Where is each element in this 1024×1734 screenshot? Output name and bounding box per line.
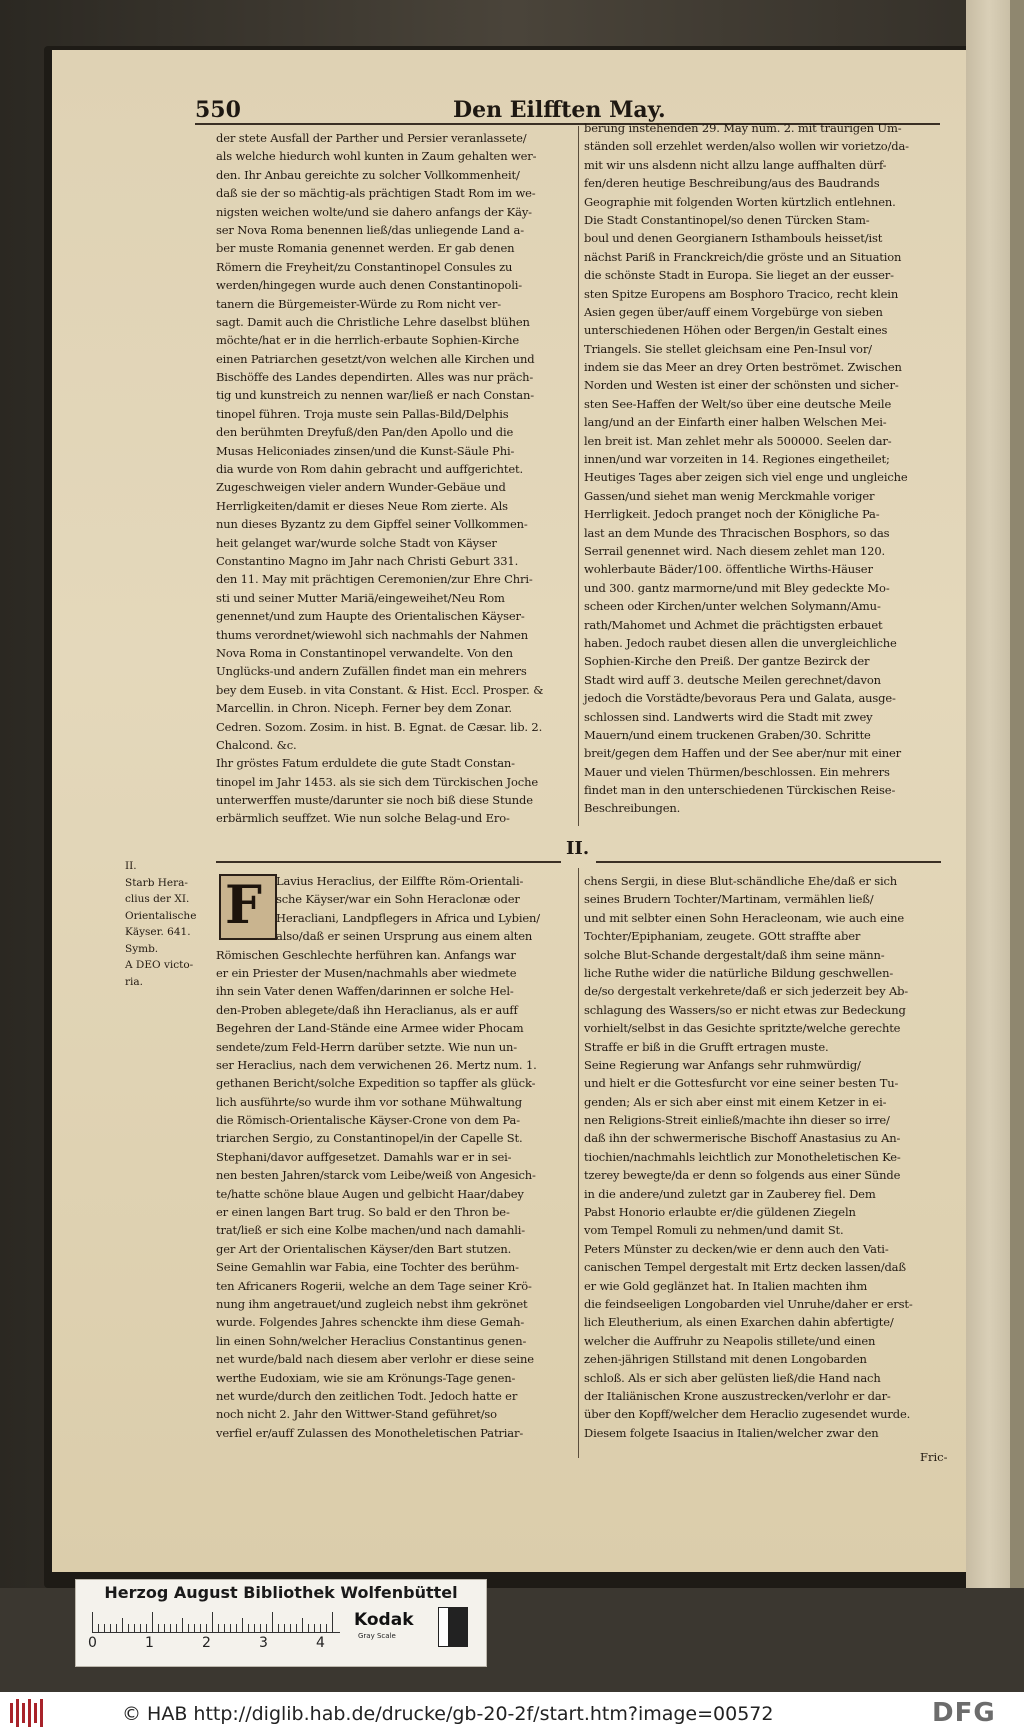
text-line: Geographie mit folgenden Worten kürtzlich entlehnen. (584, 194, 896, 209)
right-column-bottom (584, 872, 944, 1442)
ruler-tick (230, 1624, 231, 1632)
ruler-tick (278, 1624, 279, 1632)
text-line: Stephani/davor auffgesetzet. Damahls war er in sei- (216, 1149, 512, 1164)
text-line: te/hatte schöne blaue Augen und gelbicht Haar/dabey (216, 1186, 524, 1201)
ruler-tick (146, 1624, 147, 1632)
text-line: Asien gegen über/auff einem Vorgebürge von sieben (584, 304, 883, 319)
text-line: Gassen/und siehet man wenig Merckmahle voriger (584, 488, 875, 503)
ruler-tick (158, 1624, 159, 1632)
margin-note-line: A DEO victo- (125, 959, 194, 971)
ruler-tick (140, 1624, 141, 1632)
text-line: daß ihn der schwermerische Bischoff Anastasius zu An- (584, 1131, 901, 1146)
text-line: triarchen Sergio, zu Constantinopel/in der Capelle St. (216, 1131, 523, 1146)
column-divider-top (578, 126, 579, 826)
barcode-logo-icon (8, 1697, 48, 1729)
text-line: vorhielt/selbst in das Gesichte spritzte/welche gerechte (584, 1021, 901, 1036)
ruler-tick (134, 1624, 135, 1632)
text-line: unterschiedenen Höhen oder Bergen/in Gestalt eines (584, 323, 888, 338)
ruler-tick (254, 1624, 255, 1632)
ruler-tick (194, 1624, 195, 1632)
text-line: Stadt wird auff 3. deutsche Meilen gerechnet/davon (584, 672, 881, 687)
text-line: innen/und war vorzeiten in 14. Regiones eingetheilet; (584, 452, 890, 467)
text-line: also/daß er seinen Ursprung aus einem alten (276, 929, 533, 944)
text-line: Nova Roma in Constantinopel verwandelte. Von den (216, 645, 513, 660)
page-header (195, 97, 940, 121)
text-line: den. Ihr Anbau gereichte zu solcher Vollkommenheit/ (216, 167, 520, 182)
margin-note-line: ria. (125, 975, 143, 988)
text-line: Marcellin. in Chron. Niceph. Ferner bey dem Zonar. (216, 701, 512, 716)
text-line: len breit ist. Man zehlet mehr als 500000. Seelen dar- (584, 433, 892, 448)
text-line: sten See-Haffen der Welt/so über eine deutsche Meile (584, 396, 892, 411)
text-line: ber muste Romania genennet werden. Er gab denen (216, 241, 515, 256)
text-line: Begehren der Land-Stände eine Armee wider Phocam (216, 1021, 524, 1036)
ruler-tick (272, 1612, 273, 1632)
ruler-tick (320, 1624, 321, 1632)
ruler-tick (188, 1624, 189, 1632)
ruler-tick (200, 1624, 201, 1632)
text-line: Peters Münster zu decken/wie er denn auch den Vati- (584, 1241, 889, 1256)
color-scale-card (75, 1579, 487, 1667)
text-line: die feindseeligen Longobarden viel Unruhe/daher er erst- (584, 1296, 913, 1311)
text-line: Lavius Heraclius, der Eilffte Röm-Orientali- (276, 874, 524, 888)
text-line: mit wir uns alsdenn nicht allzu lange auffhalten dürf- (584, 157, 887, 172)
ruler-tick (332, 1612, 333, 1632)
text-line: und 300. gantz marmorne/und mit Bley gedeckte Mo- (584, 580, 890, 595)
section-rule-left (216, 861, 561, 863)
text-line: lich Eleutherium, als einen Exarchen dahin abfertigte/ (584, 1315, 894, 1330)
library-name: Herzog August Bibliothek Wolfenbüttel (104, 1583, 458, 1602)
text-line: schloß. Als er sich aber gelüsten ließ/die Hand nach (584, 1370, 881, 1385)
text-line: nen Religions-Streit einließ/machte ihn dieser so irre/ (584, 1113, 890, 1128)
text-line: Römischen Geschlechte herführen kan. Anfangs war (216, 947, 516, 962)
text-line: den-Proben ablegete/daß ihn Heraclianus, als er auff (216, 1002, 518, 1017)
text-line: tinopel führen. Troja muste sein Pallas-Bild/Delphis (216, 406, 509, 421)
margin-note-line: Starb Hera- (125, 876, 188, 889)
margin-note-line: Symb. (125, 942, 159, 955)
text-line: lich ausführte/so wurde ihm vor sothane Mühwaltung (216, 1094, 522, 1109)
text-line: net wurde/bald nach diesem aber verlohr er diese seine (216, 1352, 534, 1367)
text-line: solche Blut-Schande dergestalt/daß ihm seine männ- (584, 947, 885, 962)
text-line: die Römisch-Orientalische Käyser-Crone von dem Pa- (216, 1113, 520, 1128)
text-line: Cedren. Sozom. Zosim. in hist. B. Egnat. de Cæsar. lib. 2. (216, 719, 543, 734)
gray-patch (438, 1607, 468, 1647)
copyright-url[interactable]: © HAB http://diglib.hab.de/drucke/gb-20-2f/start.htm?image=00572 (122, 1703, 774, 1725)
text-line: werthe Eudoxiam, wie sie am Krönungs-Tage genen- (216, 1370, 516, 1385)
text-line: gethanen Bericht/solche Expedition so tapffer als glück- (216, 1076, 536, 1091)
text-line: sendete/zum Feld-Herrn darüber setzte. Wie nun un- (216, 1039, 517, 1054)
text-line: sagt. Damit auch die Christliche Lehre daselbst blühen (216, 314, 530, 329)
text-line: nigsten weichen wolte/und sie dahero anfangs der Käy- (216, 204, 532, 219)
text-line: Diesem folgete Isaacius in Italien/welcher zwar den (584, 1425, 879, 1440)
text-line: nun dieses Byzantz zu dem Gipffel seiner Vollkommen- (216, 517, 528, 532)
text-line: ser Heraclius, nach dem verwichenen 26. Mertz num. 1. (216, 1057, 537, 1072)
text-line: sten Spitze Europens am Bosphoro Tracico, recht klein (584, 286, 899, 301)
text-line: Herrligkeiten/damit er dieses Neue Rom zierte. Als (216, 498, 508, 513)
ruler-tick (170, 1624, 171, 1632)
text-line: jedoch die Vorstädte/bevoraus Pera und Galata, ausge- (584, 691, 896, 706)
text-line: boul und denen Georgianern Isthambouls heisset/ist (584, 231, 883, 246)
gray-scale-label: Gray Scale (358, 1632, 396, 1640)
ruler-tick (206, 1624, 207, 1632)
text-line: er einen langen Bart trug. So bald er den Thron be- (216, 1205, 510, 1220)
text-line: sti und seiner Mutter Mariä/eingeweihet/Neu Rom (216, 590, 505, 605)
text-line: Heutiges Tages aber zeigen sich viel enge und ungleiche (584, 470, 908, 485)
text-line: Herrligkeit. Jedoch pranget noch der Königliche Pa- (584, 507, 880, 522)
text-line: ger Art der Orientalischen Käyser/den Bart stutzen. (216, 1241, 512, 1256)
text-line: genden; Als er sich aber einst mit einem Ketzer in ei- (584, 1094, 887, 1109)
text-line: indem sie das Meer an drey Orten beströmet. Zwischen (584, 360, 902, 375)
text-line: tinopel im Jahr 1453. als sie sich dem Türckischen Joche (216, 774, 538, 789)
text-line: thums verordnet/wiewohl sich nachmahls der Nahmen (216, 627, 529, 642)
margin-note-line: II. (125, 860, 137, 872)
text-line: breit/gegen dem Haffen und der See aber/nur mit einer (584, 746, 901, 761)
text-line: zehen-jährigen Stillstand mit denen Longobarden (584, 1352, 867, 1367)
ruler-number: 0 (88, 1635, 97, 1651)
text-line: findet man in den unterschiedenen Türckischen Reise- (584, 783, 896, 798)
text-line: den berühmten Dreyfuß/den Pan/den Apollo und die (216, 425, 514, 440)
text-line: ten Africaners Rogerii, welche an dem Tage seiner Krö- (216, 1278, 532, 1293)
text-line: Triangels. Sie stellet gleichsam eine Pen-Insul vor/ (584, 341, 872, 356)
text-line: ser Nova Roma benennen ließ/das unliegende Land a- (216, 222, 524, 237)
margin-note-line: Orientalische (125, 909, 197, 922)
text-line: tzerey bewegte/da er denn so folgends aus einer Sünde (584, 1168, 901, 1183)
ruler-tick (98, 1624, 99, 1632)
text-line: genennet/und zum Haupte des Orientalischen Käyser- (216, 609, 525, 624)
text-line: Sophien-Kirche den Preiß. Der gantze Bezirck der (584, 654, 870, 669)
text-line: Serrail genennet wird. Nach diesem zehlet man 120. (584, 543, 886, 558)
text-line: sche Käyser/war ein Sohn Heraclonæ oder (276, 892, 520, 907)
ruler-tick (92, 1612, 93, 1632)
text-line: er wie Gold geglänzet hat. In Italien machten ihm (584, 1278, 868, 1293)
ruler-tick (164, 1624, 165, 1632)
catchword: Fric- (920, 1450, 948, 1464)
text-line: Heracliani, Landpflegers in Africa und Lybien/ (276, 910, 541, 925)
ruler-number: 4 (316, 1635, 325, 1651)
text-line: Tochter/Epiphaniam, zeugete. GOtt straffte aber (584, 929, 861, 944)
text-line: wurde. Folgendes Jahres schenckte ihm diese Gemah- (216, 1315, 525, 1330)
ruler-number: 3 (259, 1635, 268, 1651)
ruler-tick (266, 1624, 267, 1632)
text-line: fen/deren heutige Beschreibung/aus des Baudrands (584, 176, 880, 191)
text-line: Straffe er biß in die Grufft ertragen muste. (584, 1039, 829, 1054)
text-line: canischen Tempel dergestalt mit Ertz decken lassen/daß (584, 1260, 906, 1275)
text-line: Unglücks-und andern Zufällen findet man ein mehrers (216, 664, 527, 679)
kodak-brand: Kodak (354, 1610, 414, 1630)
ruler-tick (260, 1624, 261, 1632)
text-line: und hielt er die Gottesfurcht vor eine seiner besten Tu- (584, 1076, 899, 1091)
text-line: rath/Mahomet und Achmet die prächtigsten erbauet (584, 617, 883, 632)
ruler-tick (314, 1624, 315, 1632)
text-line: haben. Jedoch raubet diesen allen die unvergleichliche (584, 635, 897, 650)
text-line: Bischöffe des Landes dependirten. Alles was nur präch- (216, 370, 534, 385)
text-line: bey dem Euseb. in vita Constant. & Hist. Eccl. Prosper. & (216, 682, 544, 697)
text-line: werden/hingegen wurde auch denen Constantinopoli- (216, 278, 522, 293)
right-column-top (584, 119, 944, 818)
text-line: tiochien/nachmahls leichtlich zur Monotheletischen Ke- (584, 1149, 901, 1164)
ruler-number: 1 (145, 1635, 154, 1651)
text-line: ständen soll erzehlet werden/also wollen wir vorietzo/da- (584, 139, 909, 154)
ruler-tick (122, 1618, 123, 1632)
text-line: welcher die Auffruhr zu Neapolis stillete/und einen (584, 1333, 876, 1348)
margin-note (125, 858, 195, 990)
text-line: Seine Gemahlin war Fabia, eine Tochter des berühm- (216, 1260, 519, 1275)
text-line: dia wurde von Rom dahin gebracht und auffgerichtet. (216, 462, 523, 477)
section-number: II. (566, 838, 590, 859)
text-line: Constantino Magno im Jahr nach Christi Geburt 331. (216, 553, 519, 568)
ruler-tick (218, 1624, 219, 1632)
ruler-tick (284, 1624, 285, 1632)
text-line: Mauer und vielen Thürmen/beschlossen. Ein mehrers (584, 764, 890, 779)
ruler (92, 1610, 340, 1633)
text-line: als welche hiedurch wohl kunten in Zaum gehalten wer- (216, 149, 537, 164)
text-line: nächst Pariß in Franckreich/die gröste und an Situation (584, 249, 902, 264)
text-line: tig und kunstreich zu nennen war/ließ er nach Constan- (216, 388, 534, 403)
text-line: chens Sergii, in diese Blut-schändliche Ehe/daß er sich (584, 874, 898, 888)
running-head: Den Eilfften May. (453, 97, 666, 123)
text-line: de/so dergestalt verkehrete/daß er sich jederzeit bey Ab- (584, 984, 909, 999)
text-line: lin einen Sohn/welcher Heraclius Constantinus genen- (216, 1333, 527, 1348)
ruler-tick (296, 1624, 297, 1632)
text-line: nen besten Jahren/starck vom Leibe/weiß von Angesich- (216, 1168, 536, 1183)
ruler-tick (152, 1612, 153, 1632)
left-column-top (216, 129, 574, 828)
text-line: last an dem Munde des Thracischen Bosphors, so das (584, 525, 890, 540)
text-line: heit gelanget war/wurde solche Stadt von Käyser (216, 535, 497, 550)
text-line: scheen oder Kirchen/unter welchen Solymann/Amu- (584, 599, 881, 614)
margin-note-line: clius der XI. (125, 893, 190, 905)
text-line: seines Brudern Tochter/Martinam, vermählen ließ/ (584, 892, 874, 907)
text-line: einen Patriarchen gesetzt/von welchen alle Kirchen und (216, 351, 535, 366)
ruler-tick (308, 1624, 309, 1632)
text-line: er ein Priester der Musen/nachmahls aber wiedmete (216, 965, 517, 980)
ruler-tick (302, 1618, 303, 1632)
text-line: den 11. May mit prächtigen Ceremonien/zur Ehre Chri- (216, 572, 533, 587)
ruler-tick (116, 1624, 117, 1632)
text-line: in die andere/und zuletzt gar in Zauberey fiel. Dem (584, 1186, 876, 1201)
ruler-tick (128, 1624, 129, 1632)
text-line: ihn sein Vater denen Waffen/darinnen er solche Hel- (216, 984, 514, 999)
text-line: tanern die Bürgemeister-Würde zu Rom nicht ver- (216, 296, 501, 311)
text-line: Die Stadt Constantinopel/so denen Türcken Stam- (584, 212, 870, 227)
text-line: Musas Heliconiades zinsen/und die Kunst-Säule Phi- (216, 443, 515, 458)
page-number: 550 (195, 97, 241, 123)
text-line: schlagung des Wassers/so er nicht etwas zur Bedeckung (584, 1002, 906, 1017)
text-line: liche Ruthe wider die natürliche Bildung geschwellen- (584, 965, 894, 980)
text-line: Pabst Honorio erlaubte er/die güldenen Ziegeln (584, 1205, 856, 1220)
text-line: und mit selbter einen Sohn Heracleonam, wie auch eine (584, 910, 905, 925)
text-line: vom Tempel Romuli zu nehmen/und damit St. (584, 1223, 844, 1238)
text-line: der Italiänischen Krone auszustrecken/verlohr er dar- (584, 1388, 891, 1403)
text-line: der stete Ausfall der Parther und Persier veranlassete/ (216, 131, 527, 145)
ruler-tick (110, 1624, 111, 1632)
text-line: die schönste Stadt in Europa. Sie lieget an der eusser- (584, 268, 894, 283)
ruler-tick (182, 1618, 183, 1632)
left-column-bottom (216, 872, 574, 1442)
ruler-tick (104, 1624, 105, 1632)
binding-edge (1010, 0, 1024, 1590)
text-line: nung ihm angetrauet/und zugleich nebst ihm gekrönet (216, 1296, 528, 1311)
kodak-label (352, 1610, 422, 1654)
text-line: über den Kopff/welcher dem Heraclio zugesendet wurde. (584, 1407, 911, 1422)
text-line: Norden und Westen ist einer der schönsten und sicher- (584, 378, 899, 393)
text-line: Beschreibungen. (584, 801, 681, 816)
text-line: verfiel er/auff Zulassen des Monotheletischen Patriar- (216, 1425, 524, 1440)
text-line: Zugeschweigen vieler andern Wunder-Gebäue und (216, 480, 506, 495)
text-line: Ihr gröstes Fatum erduldete die gute Stadt Constan- (216, 756, 515, 771)
ruler-tick (290, 1624, 291, 1632)
text-line: noch nicht 2. Jahr den Wittwer-Stand geführet/so (216, 1407, 497, 1422)
ruler-tick (176, 1624, 177, 1632)
text-line: berung instehenden 29. May num. 2. mit traurigen Um- (584, 121, 902, 135)
text-line: net wurde/durch den zeitlichen Todt. Jedoch hatte er (216, 1388, 518, 1403)
ruler-number: 2 (202, 1635, 211, 1651)
ruler-tick (236, 1624, 237, 1632)
dfg-logo: DFG (932, 1698, 996, 1728)
ruler-tick (248, 1624, 249, 1632)
text-line: lang/und an der Einfarth einer halben Welschen Mei- (584, 415, 887, 430)
text-line: unterwerffen muste/darunter sie noch biß diese Stunde (216, 793, 533, 808)
text-line: Mauern/und einem truckenen Graben/30. Schritte (584, 727, 871, 742)
ruler-tick (242, 1618, 243, 1632)
initial-letter: F (225, 875, 262, 936)
text-line: Seine Regierung war Anfangs sehr ruhmwürdig/ (584, 1057, 861, 1072)
margin-note-line: Käyser. 641. (125, 926, 191, 938)
text-line: trat/ließ er sich eine Kolbe machen/und nach damahli- (216, 1223, 526, 1238)
ruler-tick (224, 1624, 225, 1632)
text-line: wohlerbaute Bäder/100. öffentliche Wirths-Häuser (584, 562, 873, 577)
text-line: Chalcond. &c. (216, 737, 297, 752)
ruler-tick (212, 1612, 213, 1632)
text-line: möchte/hat er in die herrlich-erbaute Sophien-Kirche (216, 333, 519, 348)
text-line: daß sie der so mächtig-als prächtigen Stadt Rom im we- (216, 186, 536, 201)
text-line: erbärmlich seuffzet. Wie nun solche Belag-und Ero- (216, 811, 510, 826)
text-line: Römern die Freyheit/zu Constantinopel Consules zu (216, 259, 513, 274)
column-divider-bottom (578, 868, 579, 1458)
ruler-tick (326, 1624, 327, 1632)
text-line: schlossen sind. Landwerts wird die Stadt mit zwey (584, 709, 873, 724)
section-rule-right (596, 861, 941, 863)
